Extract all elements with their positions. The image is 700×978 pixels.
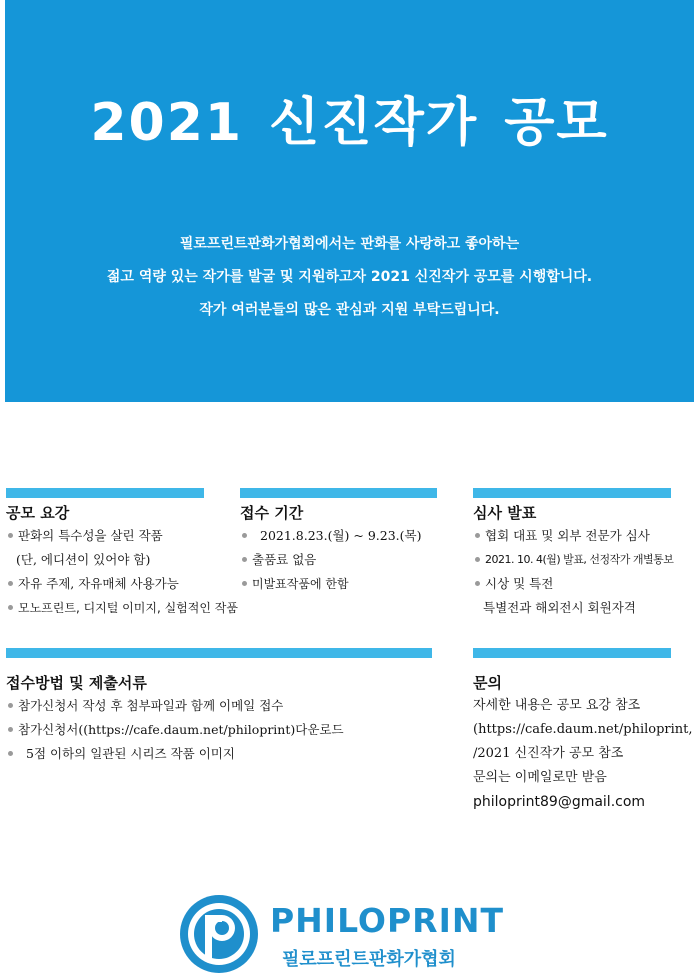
bullet-icon: [475, 533, 480, 538]
list-item: 협회 대표 및 외부 전문가 심사: [473, 524, 671, 548]
section-requirements: [6, 488, 238, 620]
intro-text: [5, 228, 694, 327]
section-bar: [473, 648, 671, 658]
list-item: (단, 에디션이 있어야 함): [16, 552, 151, 567]
list-item: 2021. 10. 4(월) 발표, 선정작가 개별통보: [473, 548, 671, 572]
section-period: [240, 488, 437, 596]
list-item: 참가신청서 작성 후 첨부파일과 함께 이메일 접수: [6, 694, 432, 718]
list-item: 판화의 특수성을 살린 작품: [6, 524, 204, 548]
section-contact: [473, 648, 695, 814]
bullet-icon: [8, 727, 13, 732]
intro-line: 젊고 역량 있는 작가를 발굴 및 지원하고자 2021 신진작가 공모를 시행합니다.: [106, 269, 593, 285]
bullet-icon: [8, 605, 13, 610]
contact-email[interactable]: philoprint89@gmail.com: [473, 794, 646, 810]
section-title: 공모 요강: [6, 504, 70, 522]
list-item: 자유 주제, 자유매체 사용가능: [6, 572, 204, 596]
contact-line: (https://cafe.daum.net/philoprint,: [473, 722, 693, 737]
page-title: 2021 신진작가 공모: [90, 93, 609, 153]
list-item: 5점 이하의 일관된 시리즈 작품 이미지: [6, 742, 432, 766]
contact-line: 문의는 이메일로만 받음: [473, 770, 607, 785]
contact-line: /2021 신진작가 공모 참조: [473, 746, 624, 761]
section-bar: [6, 488, 204, 498]
section-bar: [473, 488, 671, 498]
list-item: 미발표작품에 한함: [240, 572, 437, 596]
section-title: 접수방법 및 제출서류: [6, 674, 147, 692]
list-item: 특별전과 해외전시 회원자격: [483, 600, 636, 615]
section-bar: [6, 648, 432, 658]
bullet-icon: [242, 557, 247, 562]
contact-line: 자세한 내용은 공모 요강 참조: [473, 698, 641, 713]
bullet-icon: [242, 581, 247, 586]
bullet-icon: [8, 703, 13, 708]
bullet-icon: [8, 581, 13, 586]
bullet-icon: [8, 533, 13, 538]
list-item: 2021.8.23.(월) ~ 9.23.(목): [240, 524, 437, 548]
intro-line: 작가 여러분들의 많은 관심과 지원 부탁드립니다.: [199, 302, 500, 318]
section-bar: [240, 488, 437, 498]
section-title: 심사 발표: [473, 504, 537, 522]
bullet-icon: [242, 533, 247, 538]
section-title: 문의: [473, 674, 502, 692]
section-judging: [473, 488, 674, 620]
list-item: 모노프린트, 디지털 이미지, 실험적인 작품: [6, 596, 204, 620]
philoprint-logo: [178, 893, 538, 973]
list-item: 참가신청서((https://cafe.daum.net/philoprint)다운로드: [6, 718, 432, 742]
bullet-icon: [8, 751, 13, 756]
logo-subtitle: 필로프린트판화가협회: [282, 949, 456, 970]
list-item: 시상 및 특전: [473, 572, 671, 596]
bullet-icon: [475, 581, 480, 586]
section-method: [6, 648, 432, 766]
philoprint-logo-mark-icon: [178, 893, 260, 975]
list-item: 출품료 없음: [240, 548, 437, 572]
logo-name: PHILOPRINT: [270, 901, 504, 940]
section-title: 접수 기간: [240, 504, 304, 522]
intro-line: 필로프린트판화가협회에서는 판화를 사랑하고 좋아하는: [179, 236, 520, 252]
bullet-icon: [475, 557, 480, 562]
hero-banner: [5, 0, 694, 402]
